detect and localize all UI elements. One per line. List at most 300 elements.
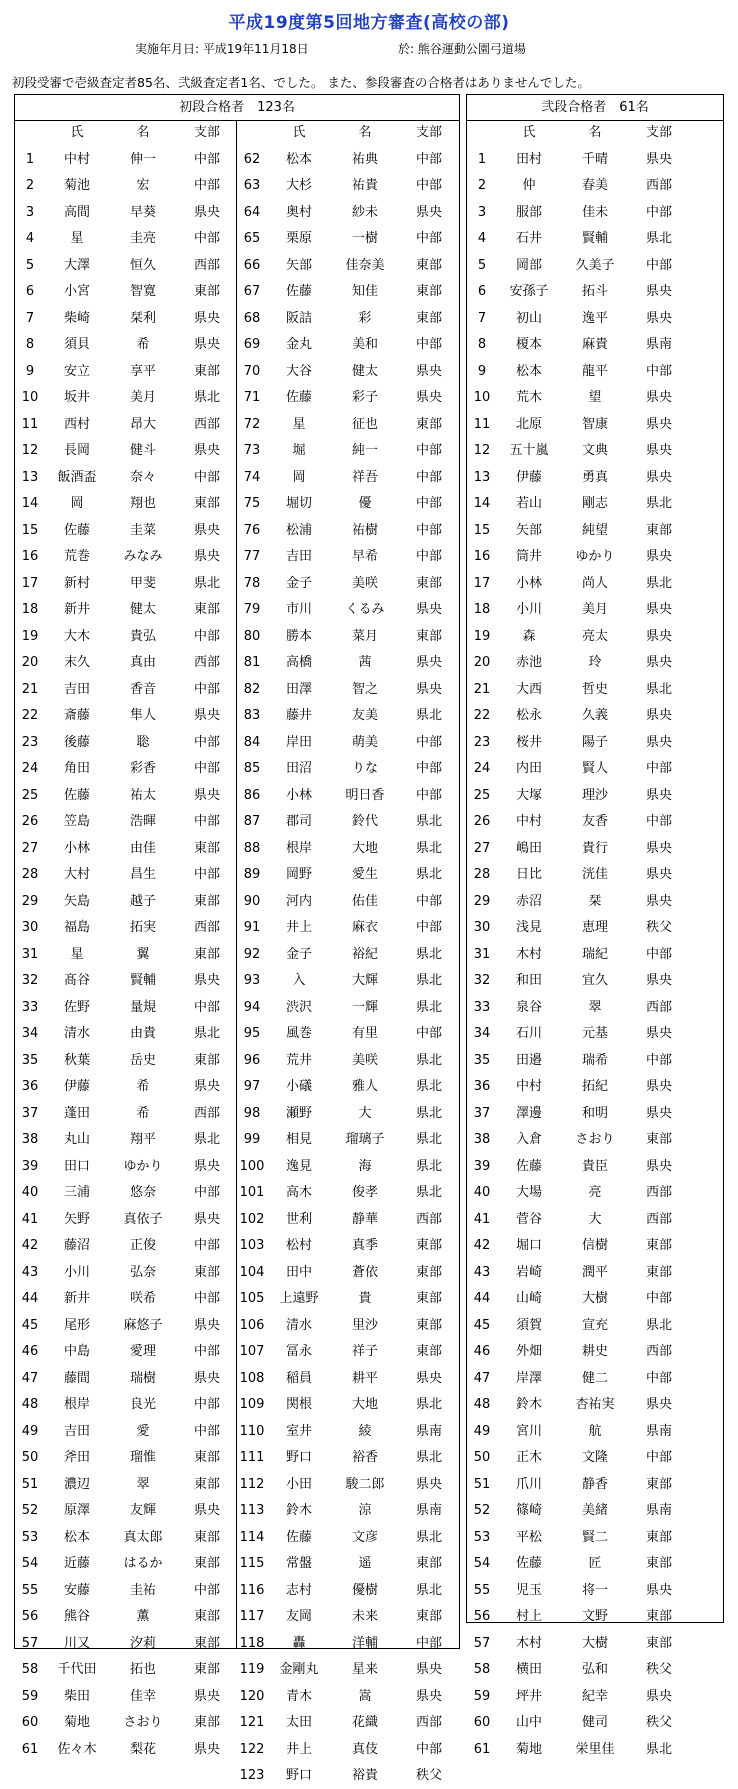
surname: 佐藤: [63, 522, 90, 538]
row-number: 119: [239, 1662, 265, 1677]
given-name: 享平: [129, 363, 156, 379]
row-number: 58: [473, 1662, 491, 1677]
branch: 東部: [193, 602, 220, 617]
table-row: [237, 703, 459, 729]
row-number: 45: [21, 1317, 39, 1333]
row-number: 56: [473, 1609, 491, 1624]
table-row: [237, 571, 459, 597]
branch: 中部: [415, 893, 442, 909]
table-row: [237, 915, 459, 941]
branch: 県北: [645, 1317, 672, 1333]
row-number: 53: [473, 1529, 491, 1545]
branch: 県央: [645, 787, 672, 803]
table-row: [15, 491, 236, 517]
row-number: 3: [477, 204, 487, 220]
row-number: 4: [25, 231, 35, 246]
surname: 泉谷: [515, 999, 542, 1015]
surname: 逸見: [285, 1158, 312, 1174]
branch: 中部: [415, 337, 442, 352]
row-number: 52: [21, 1503, 39, 1518]
branch: 中部: [415, 469, 442, 485]
given-name: 優樹: [351, 1582, 378, 1598]
branch: 東部: [193, 1529, 220, 1545]
row-number: 59: [473, 1688, 491, 1704]
row-number: 27: [473, 840, 491, 856]
given-name: 麻貴: [581, 337, 608, 352]
branch: 中部: [415, 496, 442, 511]
row-number: 17: [21, 575, 39, 591]
given-name: さおり: [123, 1715, 163, 1730]
given-name: 甲斐: [129, 575, 156, 591]
row-number: 106: [239, 1317, 265, 1333]
table-row: [237, 1578, 459, 1604]
surname: 児玉: [515, 1582, 542, 1598]
table-row: [237, 756, 459, 782]
row-number: 81: [243, 655, 261, 670]
given-name: 里沙: [351, 1317, 378, 1333]
row-number: 69: [243, 337, 261, 352]
surname: 五十嵐: [509, 443, 549, 458]
given-name: 佳奈美: [345, 257, 385, 273]
branch: 東部: [415, 1291, 442, 1306]
table-row: [15, 1101, 236, 1127]
row-number: 51: [21, 1476, 39, 1492]
given-name: りな: [351, 761, 378, 776]
given-name: 一輝: [351, 999, 378, 1015]
row-number: 37: [473, 1105, 491, 1121]
row-number: 113: [239, 1503, 265, 1518]
row-number: 77: [243, 549, 261, 564]
given-name: 拓紀: [581, 1079, 608, 1094]
given-name: ゆかり: [575, 549, 615, 564]
given-name: 佳未: [581, 204, 608, 220]
row-number: 108: [239, 1370, 265, 1386]
branch: 県北: [645, 681, 672, 697]
branch: 県北: [415, 1052, 442, 1068]
given-name: 杏祐実: [575, 1397, 615, 1412]
table-row: [467, 1604, 723, 1630]
table-row: [237, 1048, 459, 1074]
branch: 県北: [415, 1529, 442, 1545]
given-name: 伸一: [129, 151, 156, 167]
surname: 小礒: [285, 1079, 312, 1094]
given-name: 智康: [581, 416, 608, 432]
given-name: 賢人: [581, 761, 608, 776]
given-name: 宏: [136, 178, 150, 193]
given-name: 真依子: [123, 1211, 163, 1227]
row-number: 41: [21, 1211, 39, 1227]
row-number: 67: [243, 284, 261, 299]
row-number: 123: [239, 1768, 265, 1783]
table-row: [467, 809, 723, 835]
row-number: 14: [473, 496, 491, 511]
row-number: 5: [25, 257, 35, 273]
surname: 角田: [63, 761, 90, 776]
branch: 県央: [415, 1370, 442, 1386]
table-row: [467, 1074, 723, 1100]
surname: 大塚: [515, 787, 542, 803]
table-row: [237, 995, 459, 1021]
table-row: [237, 862, 459, 888]
given-name: 良光: [129, 1397, 156, 1412]
surname: 筒井: [515, 549, 542, 564]
surname: 相見: [285, 1132, 312, 1147]
surname: 内田: [515, 761, 542, 776]
branch: 県央: [415, 390, 442, 405]
branch: 県央: [193, 1741, 220, 1757]
table-row: [467, 1286, 723, 1312]
given-name: 大: [588, 1211, 602, 1227]
surname: 和田: [515, 973, 542, 988]
header-branch: 支部: [645, 125, 672, 140]
surname: 中島: [63, 1344, 90, 1359]
given-name: 圭亮: [129, 231, 156, 246]
table-row: [467, 889, 723, 915]
table-row: [467, 253, 723, 279]
surname: 小林: [63, 840, 90, 856]
row-number: 91: [243, 920, 261, 935]
given-name: 蒼依: [351, 1264, 378, 1280]
branch: 県央: [645, 893, 672, 909]
branch: 県南: [645, 1423, 672, 1439]
branch: 県南: [645, 337, 672, 352]
row-number: 57: [473, 1635, 491, 1651]
table-row: [15, 200, 236, 226]
row-number: 33: [473, 999, 491, 1015]
table-row: [467, 730, 723, 756]
table-row: [237, 783, 459, 809]
branch: 県央: [193, 1211, 220, 1227]
surname: 大谷: [285, 363, 312, 379]
branch: 県北: [415, 946, 442, 962]
row-number: 28: [473, 867, 491, 882]
branch: 中部: [415, 1635, 442, 1651]
surname: 岸澤: [515, 1370, 542, 1386]
branch: 東部: [193, 1052, 220, 1068]
branch: 西部: [415, 1715, 442, 1730]
branch: 県央: [193, 443, 220, 458]
given-name: 栄里佳: [575, 1741, 615, 1757]
given-name: 紗未: [351, 204, 378, 220]
row-number: 60: [21, 1715, 39, 1730]
row-number: 85: [243, 761, 261, 776]
surname: 吉田: [63, 681, 90, 697]
row-number: 75: [243, 496, 261, 511]
row-number: 19: [21, 628, 39, 644]
row-number: 12: [21, 443, 39, 458]
header-given-name: 名: [358, 125, 372, 140]
table-row: [467, 1551, 723, 1577]
surname: 清水: [285, 1317, 312, 1333]
table-row: [237, 544, 459, 570]
given-name: 瑞紀: [581, 946, 608, 962]
given-name: はるか: [123, 1556, 163, 1571]
surname: 蓬田: [63, 1105, 90, 1121]
table-row: [237, 518, 459, 544]
given-name: 由貴: [129, 1026, 156, 1041]
surname: 中村: [63, 151, 90, 167]
given-name: 量規: [129, 999, 156, 1015]
branch: 中部: [193, 1423, 220, 1439]
row-number: 10: [473, 390, 491, 405]
table-row: [15, 1684, 236, 1710]
given-name: 文隆: [581, 1450, 608, 1465]
branch: 県北: [415, 1450, 442, 1465]
branch: 中部: [193, 681, 220, 697]
surname: 冨永: [285, 1344, 312, 1359]
surname: 野口: [285, 1768, 312, 1783]
branch: 県央: [193, 973, 220, 988]
table-row: [237, 1207, 459, 1233]
given-name: 純望: [581, 522, 608, 538]
given-name: 瑠璃子: [345, 1132, 385, 1147]
given-name: 萌美: [351, 734, 378, 750]
surname: 髙谷: [63, 973, 90, 988]
page-title: 平成19度第5回地方審査(高校の部): [228, 13, 510, 33]
surname: 中村: [515, 1079, 542, 1094]
row-number: 13: [21, 469, 39, 485]
row-number: 53: [21, 1529, 39, 1545]
row-number: 63: [243, 178, 261, 193]
table-row: [15, 756, 236, 782]
surname: 澤邊: [515, 1105, 542, 1121]
table-row: [467, 332, 723, 358]
table-row: [467, 306, 723, 332]
table-row: [467, 571, 723, 597]
branch: 東部: [645, 1132, 672, 1147]
surname: 栗原: [285, 231, 312, 246]
table-row: [467, 915, 723, 941]
table-row: [467, 1684, 723, 1710]
branch: 県北: [415, 1079, 442, 1094]
surname: 浅見: [515, 920, 542, 935]
branch: 県南: [415, 1423, 442, 1439]
given-name: 圭祐: [129, 1582, 156, 1598]
branch: 東部: [415, 575, 442, 591]
branch: 中部: [645, 1052, 672, 1068]
given-name: 彩子: [351, 390, 378, 405]
surname: 田村: [515, 151, 542, 167]
table-row: [467, 624, 723, 650]
branch: 県央: [645, 628, 672, 644]
row-number: 1: [477, 151, 487, 167]
surname: 石川: [515, 1026, 542, 1041]
surname: 佐藤: [515, 1158, 542, 1174]
surname: 上遠野: [279, 1291, 319, 1306]
table-row: [467, 226, 723, 252]
branch: 県央: [645, 1105, 672, 1121]
given-name: 健太: [129, 602, 156, 617]
row-number: 11: [473, 416, 491, 432]
given-name: 哲史: [581, 681, 608, 697]
given-name: 恵理: [581, 920, 608, 935]
branch: 県央: [415, 602, 442, 617]
given-name: 剛志: [581, 496, 608, 511]
branch: 東部: [415, 1264, 442, 1280]
given-name: 越子: [129, 893, 156, 909]
branch: 東部: [193, 1662, 220, 1677]
table-row: [467, 1472, 723, 1498]
given-name: 菜月: [351, 628, 378, 644]
row-number: 1: [25, 151, 35, 167]
row-number: 71: [243, 390, 261, 405]
table-row: [467, 1737, 723, 1763]
given-name: 翠: [588, 999, 602, 1015]
table-row: [237, 465, 459, 491]
branch: 中部: [193, 231, 220, 246]
branch: 東部: [645, 1264, 672, 1280]
given-name: 大: [358, 1105, 372, 1121]
row-number: 16: [21, 549, 39, 564]
given-name: 真由: [129, 655, 156, 670]
surname: 佐藤: [285, 284, 312, 299]
table-row: [15, 438, 236, 464]
given-name: 大輝: [351, 973, 378, 988]
row-number: 83: [243, 708, 261, 723]
table-row: [467, 1180, 723, 1206]
surname: 世利: [285, 1211, 312, 1227]
row-number: 43: [473, 1264, 491, 1280]
row-number: 7: [25, 310, 35, 326]
surname: 奥村: [285, 204, 312, 220]
table-row: [467, 1154, 723, 1180]
given-name: 耕史: [581, 1344, 608, 1359]
branch: 東部: [193, 1609, 220, 1624]
given-name: 文彦: [351, 1529, 378, 1545]
given-name: 裕貴: [351, 1768, 378, 1783]
given-name: さおり: [575, 1132, 615, 1147]
given-name: 翼: [136, 946, 150, 962]
given-name: 友輝: [129, 1503, 156, 1518]
given-name: 雅人: [351, 1079, 378, 1094]
surname: 河内: [285, 893, 312, 909]
surname: 星: [292, 416, 306, 432]
branch: 中部: [415, 443, 442, 458]
branch: 県央: [193, 1370, 220, 1386]
branch: 県北: [415, 1185, 442, 1200]
row-number: 40: [473, 1185, 491, 1200]
row-number: 47: [473, 1370, 491, 1386]
branch: 中部: [193, 469, 220, 485]
surname: 藤沼: [63, 1238, 90, 1253]
branch: 東部: [415, 257, 442, 273]
surname: 堀: [292, 443, 306, 458]
table-row: [237, 173, 459, 199]
table-row: [15, 1021, 236, 1047]
branch: 県央: [645, 1026, 672, 1041]
surname: 後藤: [63, 734, 90, 750]
row-number: 27: [21, 840, 39, 856]
surname: 石井: [515, 231, 542, 246]
branch: 中部: [193, 1582, 220, 1598]
surname: 川又: [63, 1635, 90, 1651]
given-name: 早希: [351, 549, 378, 564]
surname: 根岸: [63, 1397, 90, 1412]
surname: 北原: [515, 416, 542, 432]
table-row: [237, 650, 459, 676]
branch: 東部: [193, 363, 220, 379]
branch: 中部: [193, 999, 220, 1015]
row-number: 122: [239, 1741, 265, 1757]
surname: 安藤: [63, 1582, 90, 1598]
branch: 県央: [193, 549, 220, 564]
row-number: 41: [473, 1211, 491, 1227]
surname: 高木: [285, 1185, 312, 1200]
branch: 東部: [193, 1476, 220, 1492]
table-row: [15, 1048, 236, 1074]
branch: 県北: [415, 840, 442, 856]
table-row: [467, 1207, 723, 1233]
branch: 県央: [645, 390, 672, 405]
row-number: 46: [473, 1344, 491, 1359]
branch: 県南: [415, 1503, 442, 1518]
surname: 郡司: [285, 814, 312, 829]
table-row: [237, 226, 459, 252]
surname: 仲: [522, 178, 536, 193]
surname: 大村: [63, 867, 90, 882]
table-row: [15, 915, 236, 941]
given-name: 祥子: [351, 1344, 378, 1359]
row-number: 25: [473, 787, 491, 803]
row-number: 40: [21, 1185, 39, 1200]
row-number: 76: [243, 522, 261, 538]
given-name: 亮太: [581, 628, 608, 644]
given-name: 貴行: [581, 840, 608, 856]
given-name: 鈴代: [351, 814, 378, 829]
table-row: [467, 1525, 723, 1551]
table-row: [467, 1419, 723, 1445]
table-row: [237, 1233, 459, 1259]
given-name: 愛生: [351, 867, 378, 882]
table-row: [467, 147, 723, 173]
branch: 中部: [415, 1741, 442, 1757]
branch: 東部: [415, 416, 442, 432]
given-name: 真伎: [351, 1741, 378, 1757]
branch: 県央: [193, 1317, 220, 1333]
branch: 県央: [193, 310, 220, 326]
branch: 中部: [415, 231, 442, 246]
branch: 県北: [415, 1582, 442, 1598]
branch: 東部: [193, 946, 220, 962]
given-name: 龍平: [581, 363, 608, 379]
table-row: [237, 306, 459, 332]
row-number: 72: [243, 416, 261, 432]
table-row: [237, 730, 459, 756]
surname: 外畑: [515, 1344, 542, 1359]
row-number: 15: [21, 522, 39, 538]
branch: 県央: [645, 708, 672, 723]
branch: 県南: [645, 1503, 672, 1518]
branch: 県北: [645, 231, 672, 246]
surname: 松永: [515, 708, 542, 723]
row-number: 103: [239, 1238, 265, 1253]
given-name: 麻悠子: [123, 1317, 163, 1333]
surname: 室井: [285, 1423, 312, 1439]
row-number: 2: [477, 178, 487, 193]
row-number: 50: [473, 1450, 491, 1465]
table-row: [237, 836, 459, 862]
given-name: 瑞樹: [129, 1370, 156, 1386]
table-row: [467, 544, 723, 570]
branch: 県北: [415, 999, 442, 1015]
table-row: [15, 279, 236, 305]
row-number: 52: [473, 1503, 491, 1518]
table-row: [237, 1313, 459, 1339]
table-row: [15, 783, 236, 809]
given-name: 宜久: [581, 973, 608, 988]
given-name: 遥: [358, 1556, 372, 1571]
table-row: [237, 1260, 459, 1286]
